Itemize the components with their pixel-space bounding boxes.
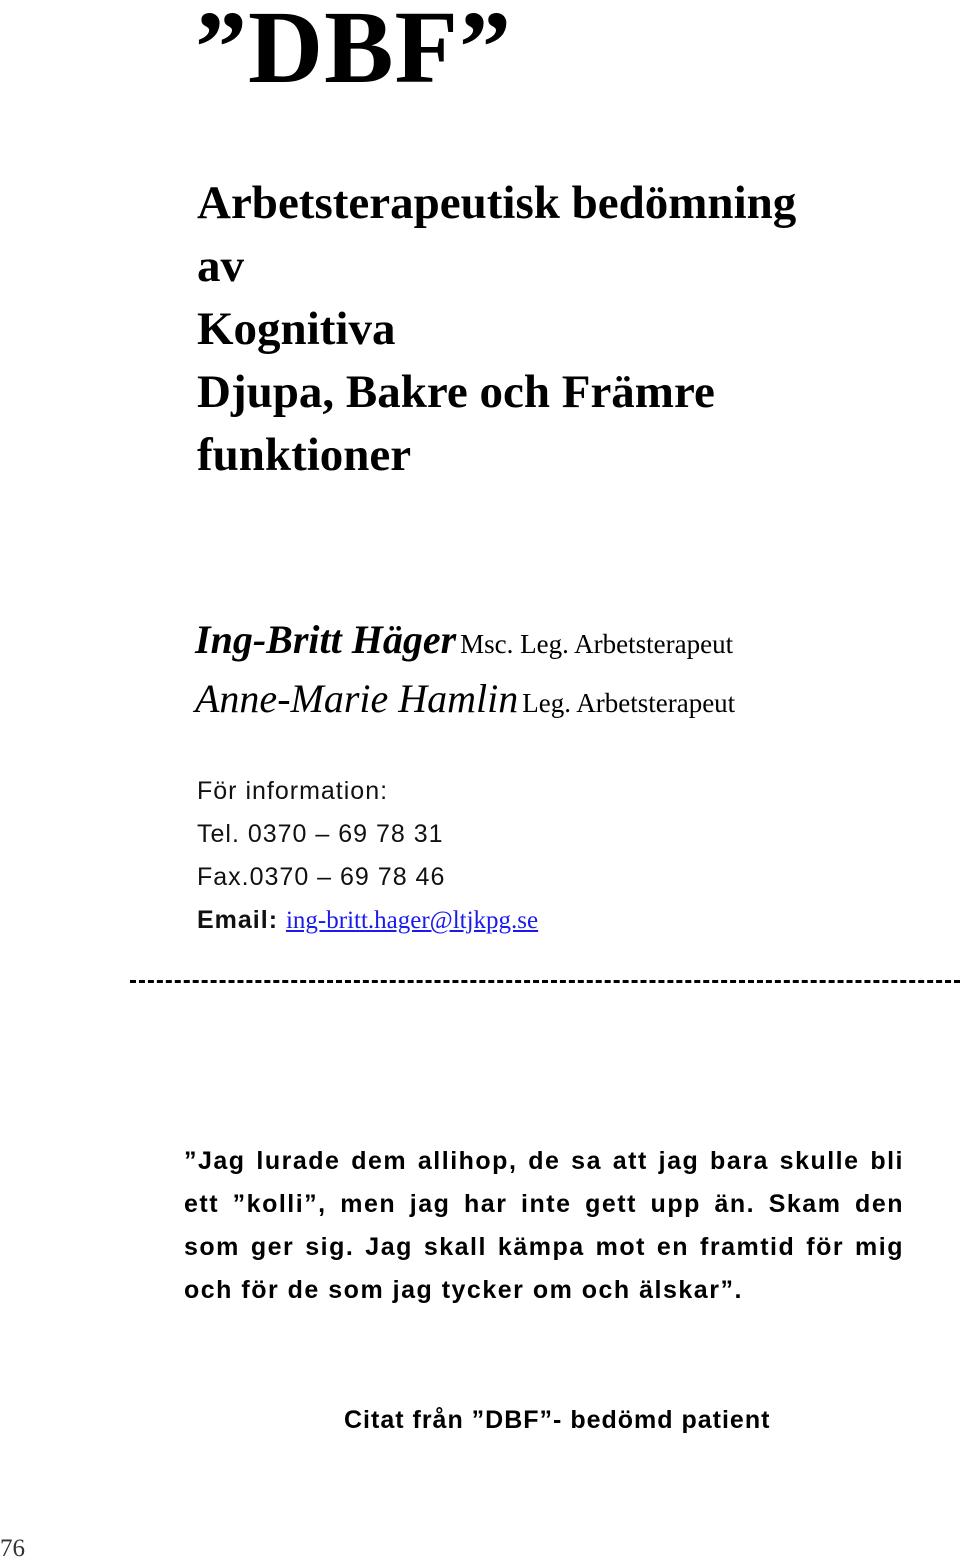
- title-line: funktioner: [197, 429, 412, 481]
- document-title: [197, 172, 796, 487]
- contact-email-row: [197, 899, 538, 942]
- authors-block: [195, 615, 735, 733]
- email-label: Email:: [197, 906, 279, 934]
- email-link[interactable]: ing-britt.hager@ltjkpg.se: [285, 907, 539, 934]
- quote-text: ”Jag lurade dem allihop, de sa att jag bara skulle bli ett ”kolli”, men jag har inte gett upp än. Skam den som ger sig. Jag skall kämpa mot en framtid för mig och för de som jag tycker om och älskar”.: [184, 1147, 904, 1304]
- author-1: [195, 615, 735, 674]
- patient-quote: [184, 1140, 904, 1312]
- author-role: Msc. Leg. Arbetsterapeut: [460, 629, 734, 659]
- title-line: Kognitiva: [197, 303, 396, 355]
- author-role: Leg. Arbetsterapeut: [522, 688, 736, 718]
- author-name: Anne-Marie Hamlin: [195, 676, 519, 721]
- dashed-divider: [130, 980, 960, 983]
- title-line: av: [197, 240, 244, 292]
- title-line: Djupa, Bakre och Främre: [197, 366, 715, 418]
- contact-tel: Tel. 0370 – 69 78 31: [197, 820, 444, 848]
- contact-fax: Fax.0370 – 69 78 46: [197, 863, 446, 891]
- contact-block: [197, 770, 538, 942]
- page-number: 76: [0, 1535, 25, 1562]
- dbf-logo: ”DBF”: [195, 0, 512, 105]
- contact-heading: För information:: [197, 777, 389, 805]
- author-name: Ing-Britt Häger: [195, 617, 457, 662]
- quote-citation: Citat från ”DBF”- bedömd patient: [344, 1406, 771, 1434]
- title-line: Arbetsterapeutisk bedömning: [197, 177, 797, 229]
- author-2: [195, 674, 735, 733]
